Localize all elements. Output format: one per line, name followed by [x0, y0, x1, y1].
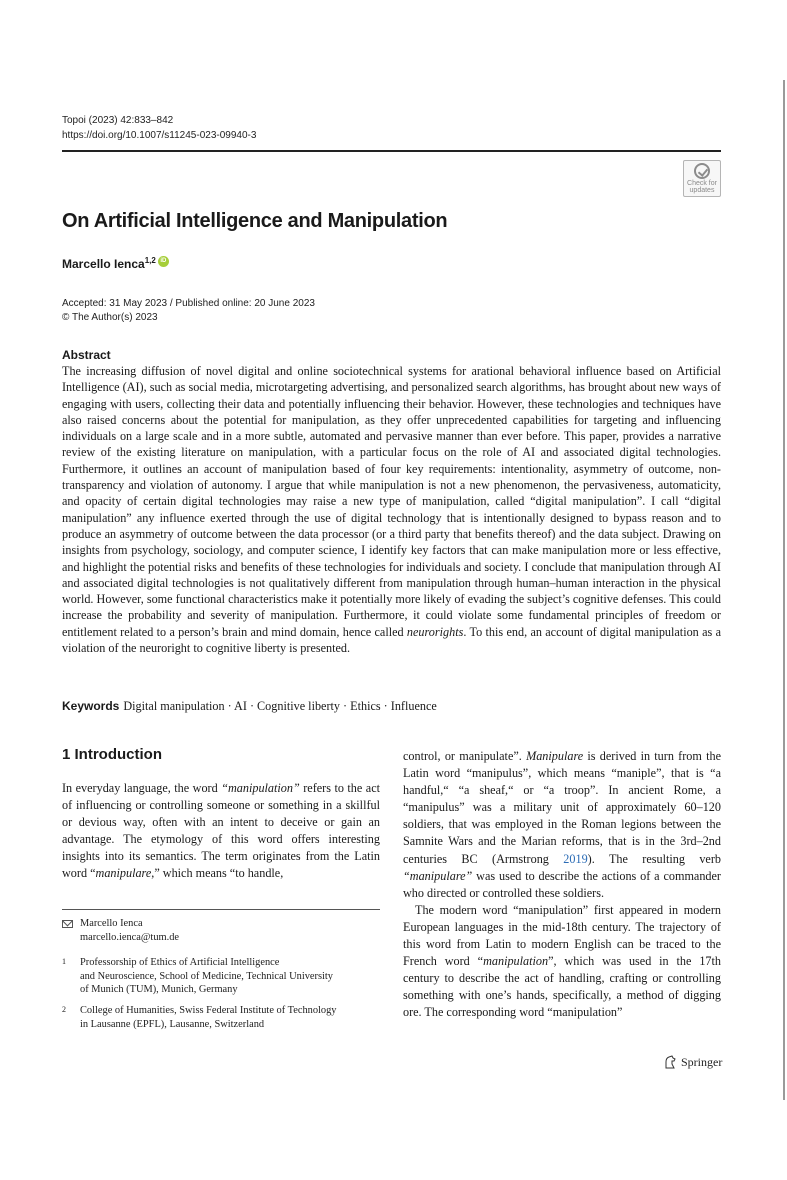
- author-affiliation: 1,2: [144, 256, 156, 265]
- header-rule: [62, 150, 721, 152]
- section-heading: 1 Introduction: [62, 746, 162, 763]
- abstract-heading: Abstract: [62, 348, 111, 362]
- footnote-mark: 1: [62, 957, 66, 966]
- paragraph: [403, 748, 721, 902]
- journal-header: [62, 113, 256, 143]
- orcid-icon[interactable]: iD: [158, 256, 169, 267]
- emphasis: “manipulare”: [403, 868, 473, 883]
- paragraph: [403, 902, 721, 1022]
- footnote-line: and Neuroscience, School of Medicine, Technical University: [80, 970, 333, 982]
- footnote-line: Professorship of Ethics of Artificial Intelligence: [80, 957, 280, 968]
- text-run: refers to the act of influencing or controlling someone or something in a skillful or devious way, often with an intent to deceive or gain an advantage. The etymology of this word offers interesting insights into its semantics. The term originates from the Latin word “: [62, 781, 381, 881]
- text-run: ,” which means “to handle,: [151, 866, 284, 881]
- publisher-name: Springer: [681, 1055, 723, 1069]
- check-for-updates-badge[interactable]: [683, 160, 721, 197]
- publication-dates: [62, 297, 315, 324]
- doi-link[interactable]: https://doi.org/10.1007/s11245-023-09940-3: [62, 130, 257, 141]
- emphasis: manipulation: [483, 954, 549, 969]
- footnote-line: in Lausanne (EPFL), Lausanne, Switzerland: [80, 1018, 265, 1030]
- mail-icon: [62, 920, 73, 928]
- badge-label: Check for updates: [687, 180, 717, 194]
- text-run: is derived in turn from the Latin word “manipulus”, which means “maniple”, that is “a handful,“ “a sheaf,“ or “a troop”. In ancient Rome, a “manipulus” was a military unit of approximately 60–120 soldiers, that was employed in the Roman legions between the Samnite Wars and the Marian reforms, that is in the 3rd–2nd centuries BC (Armstrong: [403, 749, 721, 866]
- author-line: [62, 256, 169, 272]
- footnote-email: [62, 917, 179, 944]
- check-for-updates-icon: [694, 163, 710, 179]
- footnote-rule: [62, 909, 380, 910]
- keywords-list: Digital manipulation · AI · Cognitive liberty · Ethics · Influence: [123, 699, 437, 713]
- publisher-logo: [664, 1054, 722, 1070]
- text-run: ”, which was used in the 17th century to describe the act of handling, crafting or controlling something with one’s hands, specifically, a method of digging ore. The corresponding word “manipulation”: [403, 954, 721, 1020]
- text-run: ). The resulting verb: [587, 851, 721, 866]
- paragraph: [62, 780, 380, 883]
- emphasis: “manipulation”: [221, 781, 300, 795]
- emphasis: Manipulare: [526, 749, 584, 763]
- footnote-line: of Munich (TUM), Munich, Germany: [80, 984, 238, 995]
- footnote-1: [62, 956, 333, 997]
- footnote-2: [62, 1004, 337, 1031]
- citation-link[interactable]: 2019: [563, 851, 588, 866]
- email-link[interactable]: marcello.ienca@tum.de: [80, 931, 180, 943]
- accepted-date: Accepted: 31 May 2023 / Published online: 20 June 2023: [62, 298, 315, 309]
- text-run: In everyday language, the word: [62, 781, 222, 795]
- abstract-body: [62, 363, 721, 656]
- keywords-label: Keywords: [62, 699, 120, 713]
- emphasis: manipulare: [95, 866, 152, 881]
- text-run: The modern word “manipulation” first appeared in modern European languages in the mid-18th century. The trajectory of this word from Latin to modern English can be traced to the French word “: [403, 902, 721, 969]
- left-column: [62, 780, 380, 883]
- author-name: Marcello Ienca: [62, 257, 145, 271]
- abstract-text: The increasing diffusion of novel digital and online sociotechnical systems for arational behavioral influence based on Artificial Intelligence (AI), such as social media, microtargeting advertising, and personalized search algorithms, has brought about new ways of engaging with users, collecting their data and potentially influencing their behavior. However, these technologies and techniques have also raised concerns about the potential for manipulation, as they offer unprecedented capabilities for targeting and influencing individuals on a large scale and in a more subtle, automated and pervasive manner than ever before. This paper, provides a narrative review of the existing literature on manipulation, with a particular focus on the role of AI and associated digital technologies. Furthermore, it outlines an account of manipulation based of four key requirements: intentionality, asymmetry of outcome, non-transparency and violation of autonomy. I argue that while manipulation is not a new phenomenon, the pervasiveness, automaticity, and opacity of certain digital technologies may raise a new type of manipulation, called “digital manipulation”. I call “digital manipulation” any influence exerted through the use of digital technology that is intentionally designed to bypass reason and to produce an asymmetry of outcome between the data processor (or a third party that benefits thereof) and the data subject. Drawing on insights from psychology, sociology, and computer science, I identify key factors that can make manipulation more or less effective, and highlight the potential risks and benefits of these technologies for individuals and society. I conclude that manipulation through AI and associated digital technologies is not qualitatively different from manipulation through human–human interaction in the physical world. However, some functional characteristics make it potentially more likely of evading the subject’s cognitive defenses. This could increase the probability and severity of manipulation. Furthermore, it could violate some fundamental principles of freedom or entitlement related to a person’s brain and mind domain, hence called: [62, 364, 721, 639]
- footnote-mark: 2: [62, 1005, 66, 1014]
- footnote-line: College of Humanities, Swiss Federal Institute of Technology: [80, 1005, 337, 1016]
- abstract-emphasis: neurorights: [406, 624, 464, 639]
- text-run: was used to describe the actions of a commander who directed or controlled these soldiers.: [403, 868, 721, 900]
- page-edge-rule: [783, 80, 785, 1100]
- springer-horse-icon: [664, 1055, 677, 1069]
- corresponding-author: Marcello Ienca: [80, 918, 143, 929]
- keywords: [62, 698, 437, 714]
- article-title: On Artificial Intelligence and Manipulation: [62, 210, 448, 232]
- abstract-text-end: . To this end, an account of digital manipulation as a violation of the neuroright to cognitive liberty is presented.: [62, 624, 721, 656]
- text-run: control, or manipulate”.: [403, 749, 527, 763]
- journal-citation: Topoi (2023) 42:833–842: [62, 115, 174, 126]
- copyright: © The Author(s) 2023: [62, 311, 158, 323]
- right-column: [403, 748, 721, 1022]
